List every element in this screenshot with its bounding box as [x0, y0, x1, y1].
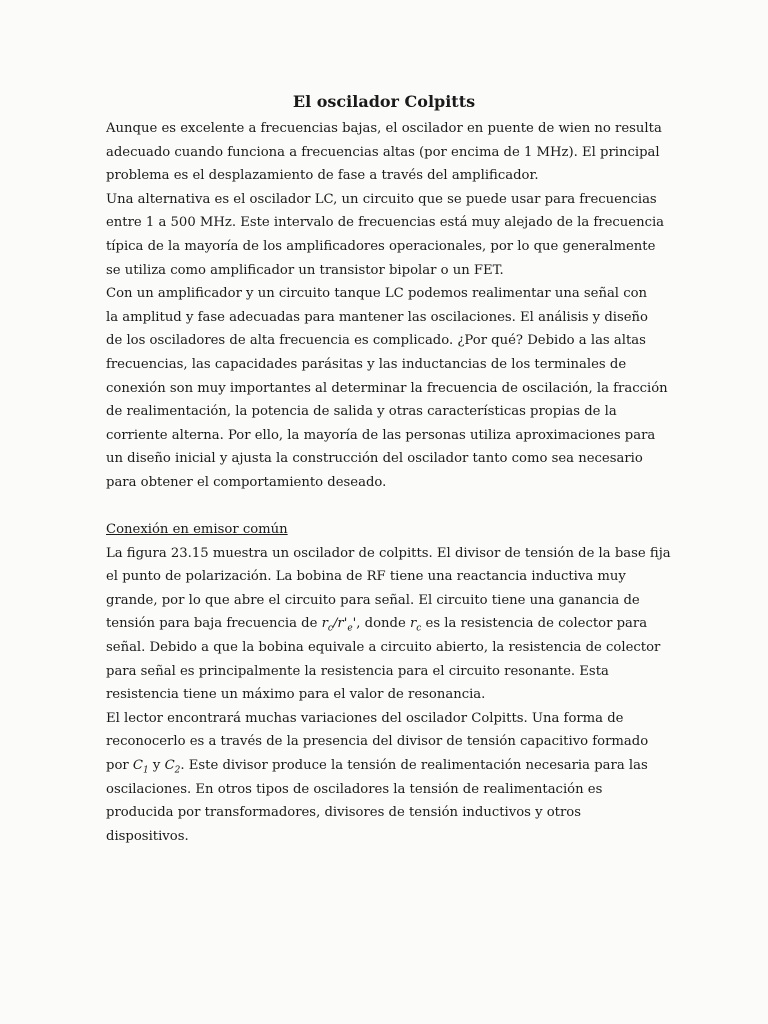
- text-line: dispositivos.: [106, 828, 189, 844]
- intro-paragraphs: [106, 117, 666, 495]
- text-line: de realimentación, la potencia de salida y otras características propias de la: [106, 404, 617, 420]
- text-line: un diseño inicial y ajusta la construcción del oscilador tanto como sea necesario: [106, 451, 643, 467]
- text-line: Aunque es excelente a frecuencias bajas, el oscilador en puente de wien no resulta: [106, 121, 662, 136]
- text-line: para obtener el comportamiento deseado.: [106, 474, 387, 490]
- gain-formula-line: [106, 612, 666, 636]
- text-line: oscilaciones. En otros tipos de osciladores la tensión de realimentación es: [106, 781, 603, 797]
- gain-line-before: tensión para baja frecuencia de: [106, 616, 322, 632]
- formula-sub: c: [416, 624, 422, 635]
- text-line: La figura 23.15 muestra un oscilador de colpitts. El divisor de tensión de la base fija: [106, 545, 671, 561]
- text-line: la amplitud y fase adecuadas para mantener las oscilaciones. El análisis y diseño: [106, 309, 648, 325]
- text-line: para señal es principalmente la resistencia para el circuito resonante. Esta: [106, 663, 609, 679]
- gain-formula: [321, 616, 353, 635]
- formula-var: C: [164, 758, 175, 774]
- text-line: producida por transformadores, divisores de tensión inductivos y otros: [106, 805, 581, 821]
- text-line: conexión son muy importantes al determinar la frecuencia de oscilación, la fracción: [106, 380, 668, 396]
- cap-line-mid: y: [148, 758, 165, 774]
- section-heading: Conexión en emisor común: [106, 522, 288, 538]
- formula-sep: /r': [332, 616, 348, 632]
- text-line: entre 1 a 500 MHz. Este intervalo de frecuencias está muy alejado de la frecuencia: [106, 215, 665, 231]
- formula-var: C: [132, 758, 143, 774]
- formula-sub: 1: [142, 765, 149, 776]
- cap-line-before: por: [106, 758, 133, 774]
- text-line: grande, por lo que abre el circuito para señal. El circuito tiene una ganancia de: [106, 592, 640, 608]
- text-line: problema es el desplazamiento de fase a través del amplificador.: [106, 168, 539, 184]
- text-line: se utiliza como amplificador un transistor bipolar o un FET.: [106, 262, 504, 278]
- text-line: El lector encontrará muchas variaciones del oscilador Colpitts. Una forma de: [106, 710, 624, 726]
- text-line: resistencia tiene un máximo para el valor de resonancia.: [106, 687, 486, 703]
- capacitor-line: [106, 754, 666, 778]
- text-line: Con un amplificador y un circuito tanque LC podemos realimentar una señal con: [106, 286, 648, 302]
- document-body: [106, 117, 671, 848]
- c1-symbol: [132, 758, 149, 776]
- gain-line-after: es la resistencia de colector para: [421, 616, 648, 632]
- section-paragraphs: [106, 542, 671, 849]
- text-line: el punto de polarización. La bobina de RF tiene una reactancia inductiva muy: [106, 569, 626, 585]
- formula-var: r: [409, 616, 417, 632]
- text-line: frecuencias, las capacidades parásitas y las inductancias de los terminales de: [106, 356, 627, 372]
- page-title: El oscilador Colpitts: [292, 92, 476, 111]
- formula-sub: 2: [174, 765, 181, 776]
- text-line: corriente alterna. Por ello, la mayoría de las personas utiliza aproximaciones para: [106, 427, 656, 443]
- gain-line-mid: ', donde: [352, 616, 410, 632]
- rc-symbol: [409, 616, 422, 635]
- text-line: reconocerlo es a través de la presencia del divisor de tensión capacitivo formado: [106, 734, 649, 750]
- paragraph-gap: [106, 495, 666, 519]
- text-line: de los osciladores de alta frecuencia es complicado. ¿Por qué? Debido a las altas: [106, 333, 646, 349]
- cap-line-after: . Este divisor produce la tensión de realimentación necesaria para las: [180, 758, 648, 774]
- text-line: típica de la mayoría de los amplificadores operacionales, por lo que generalmente: [106, 238, 656, 254]
- formula-sub: e: [347, 624, 353, 635]
- formula-var: r: [321, 616, 328, 632]
- text-line: señal. Debido a que la bobina equivale a circuito abierto, la resistencia de colector: [106, 640, 661, 656]
- formula-sub: c: [327, 624, 333, 635]
- c2-symbol: [164, 758, 181, 776]
- text-line: adecuado cuando funciona a frecuencias altas (por encima de 1 MHz). El principal: [106, 144, 660, 160]
- text-line: Una alternativa es el oscilador LC, un circuito que se puede usar para frecuencias: [106, 191, 657, 207]
